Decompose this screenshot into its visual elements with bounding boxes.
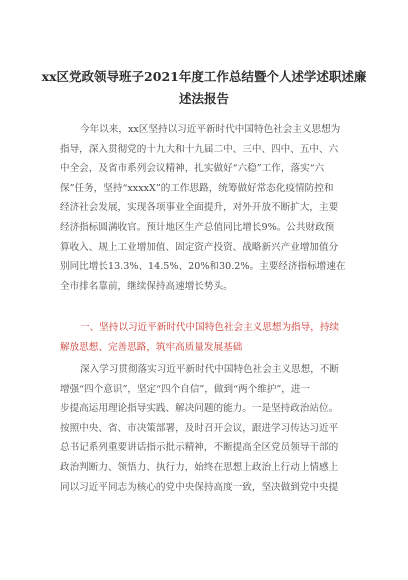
paragraph-line: 中全会，及省市系列会议精神，扎实做好“六稳”工作，落实“六 [60, 163, 325, 175]
paragraph-line: 全市排名靠前，继续保持高速增长势头。 [60, 280, 233, 292]
heading-line: 解放思想、完善思路，筑牢高质量发展基础 [60, 341, 243, 353]
paragraph-line: 算收入、规上工业增加值、固定资产投资、战略新兴产业增加值分 [60, 241, 339, 253]
title-line: xx区党政领导班子2021年度工作总结暨个人述学述职述廉 [41, 69, 367, 84]
title-line: 述法报告 [178, 91, 229, 106]
paragraph-line: 经济社会发展，实现各项事业全面提升，对外开放不断扩大，主要 [60, 202, 339, 214]
paragraph-line: 总书记系列重要讲话指示批示精神，不断提高全区党员领导干部的 [60, 442, 339, 454]
paragraph-line: 步提高运用理论指导实践、解决问题的能力。一是坚持政治站位。 [60, 403, 339, 415]
paragraph-line: 深入学习贯彻落实习近平新时代中国特色社会主义思想，不断 [80, 364, 340, 375]
paragraph-line: 同以习近平同志为核心的党中央保持高度一致，坚决做到党中央提 [60, 481, 339, 493]
heading-line: 一、坚持以习近平新时代中国特色社会主义思想为指导，持续 [80, 322, 340, 333]
paragraph-line: 经济指标圆满收官。预计地区生产总值同比增长9%。公共财政预 [60, 221, 335, 233]
section-paragraph [60, 360, 360, 497]
paragraph-line: 增强“四个意识”，坚定“四个自信”，做到“两个维护”，进一 [60, 383, 311, 395]
section-heading [60, 318, 360, 357]
paragraph-line: 保”任务，坚持“xxxxX”的工作思路，统筹做好常态化疫情防控和 [60, 182, 334, 194]
paragraph-line: 别同比增长13.3%、14.5%、20%和30.2%。主要经济指标增速在 [60, 261, 346, 273]
paragraph-line: 按照中央、省、市决策部署，及时召开会议，跟进学习传达习近平 [60, 422, 339, 434]
paragraph-line: 政治判断力、领悟力、执行力，始终在思想上政治上行动上情感上 [60, 461, 339, 473]
paragraph-line: 今年以来，xx区坚持以习近平新时代中国特色社会主义思想为 [80, 124, 341, 135]
intro-paragraph [60, 120, 360, 296]
paragraph-line: 指导，深入贯彻党的十九大和十九届二中、三中、四中、五中、六 [60, 143, 339, 155]
document-title [40, 66, 368, 110]
